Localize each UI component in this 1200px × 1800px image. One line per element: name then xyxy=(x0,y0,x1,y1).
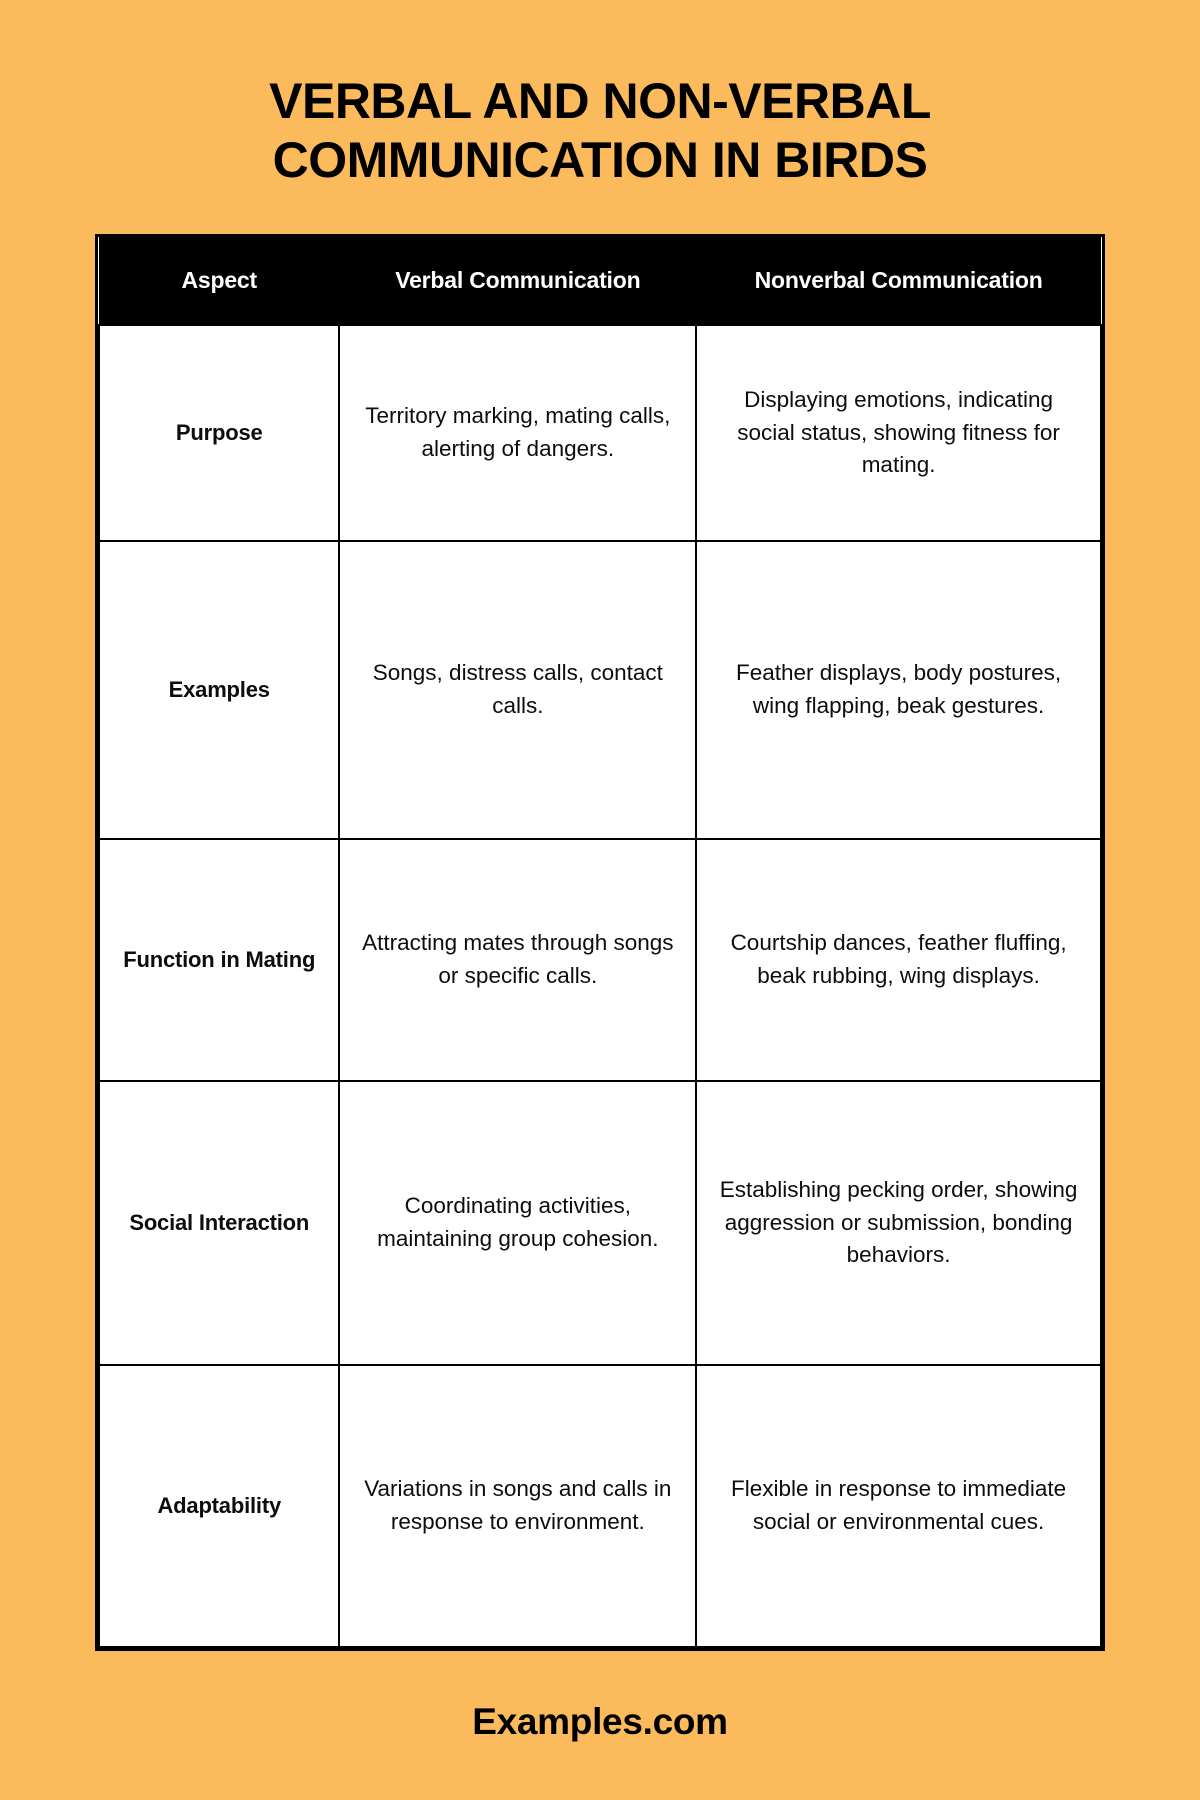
cell-verbal: Songs, distress calls, contact calls. xyxy=(339,541,696,839)
cell-nonverbal: Establishing pecking order, showing aggression or submission, bonding behaviors. xyxy=(696,1081,1101,1365)
table-row xyxy=(99,325,1101,541)
cell-aspect: Adaptability xyxy=(99,1365,339,1647)
table-header-row xyxy=(99,237,1101,325)
title-line-1: VERBAL AND NON-VERBAL xyxy=(269,73,931,129)
column-header-verbal: Verbal Communication xyxy=(395,267,641,293)
column-header-aspect: Aspect xyxy=(181,267,257,293)
cell-aspect: Examples xyxy=(99,541,339,839)
cell-verbal: Coordinating activities, maintaining group cohesion. xyxy=(339,1081,696,1365)
table-body xyxy=(99,325,1101,1647)
cell-verbal: Attracting mates through songs or specific calls. xyxy=(339,839,696,1081)
table-row xyxy=(99,839,1101,1081)
cell-nonverbal: Courtship dances, feather fluffing, beak rubbing, wing displays. xyxy=(696,839,1101,1081)
cell-verbal: Variations in songs and calls in response to environment. xyxy=(339,1365,696,1647)
cell-aspect: Social Interaction xyxy=(99,1081,339,1365)
title-line-2: COMMUNICATION IN BIRDS xyxy=(272,132,928,188)
column-header-nonverbal: Nonverbal Communication xyxy=(754,267,1043,293)
brand-label: Examples.com xyxy=(472,1701,728,1742)
table-row xyxy=(99,541,1101,839)
cell-aspect: Function in Mating xyxy=(99,839,339,1081)
cell-nonverbal: Feather displays, body postures, wing flapping, beak gestures. xyxy=(696,541,1101,839)
comparison-table xyxy=(98,237,1102,1648)
footer xyxy=(95,1701,1105,1743)
cell-verbal: Territory marking, mating calls, alerting of dangers. xyxy=(339,325,696,541)
page-title xyxy=(95,72,1105,190)
cell-aspect: Purpose xyxy=(99,325,339,541)
table-row xyxy=(99,1365,1101,1647)
table-row xyxy=(99,1081,1101,1365)
comparison-table-container xyxy=(95,234,1105,1651)
cell-nonverbal: Displaying emotions, indicating social status, showing fitness for mating. xyxy=(696,325,1101,541)
cell-nonverbal: Flexible in response to immediate social or environmental cues. xyxy=(696,1365,1101,1647)
table-header xyxy=(99,237,1101,325)
